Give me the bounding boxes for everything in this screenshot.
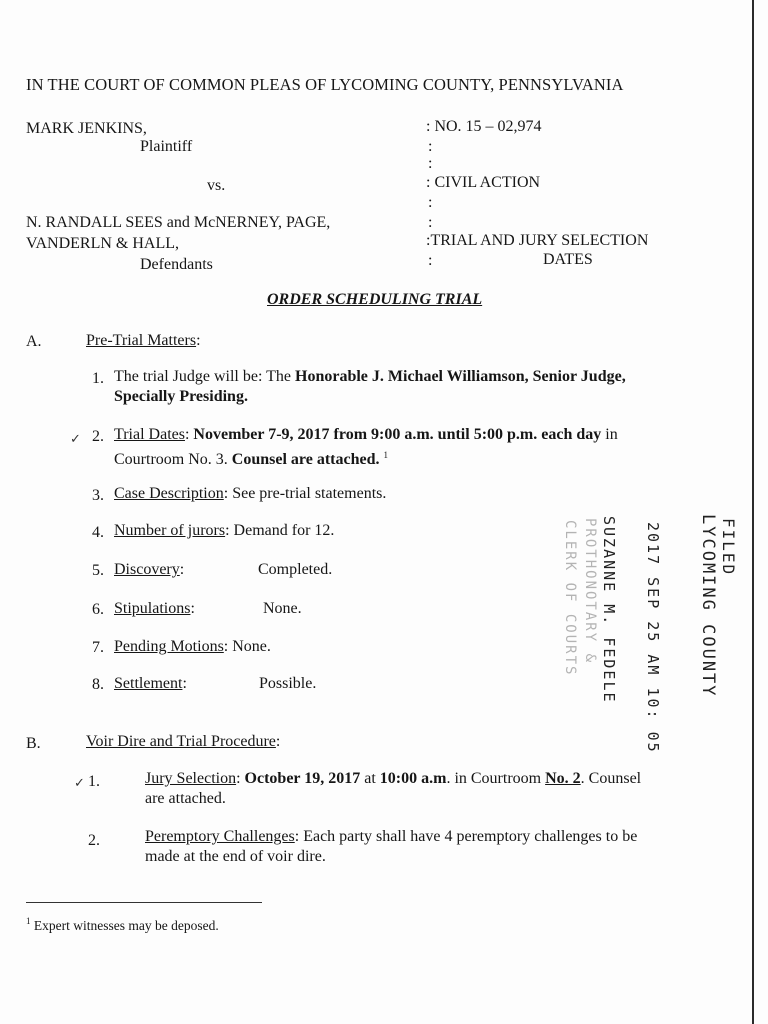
- pending-motions-line: Pending Motions: None.: [114, 638, 271, 655]
- discovery-value: Completed.: [258, 561, 333, 578]
- filed-stamp-line-6: CLERK OF COURTS: [562, 520, 578, 677]
- caption-colon: :: [428, 138, 433, 155]
- case-description-line: Case Description: See pre-trial statements.: [114, 485, 387, 502]
- order-title: ORDER SCHEDULING TRIAL: [267, 291, 483, 308]
- section-b-heading: Voir Dire and Trial Procedure:: [86, 733, 281, 750]
- versus: vs.: [207, 177, 226, 194]
- trial-dates-line-2: Courtroom No. 3. Counsel are attached. $^1$: [114, 450, 388, 468]
- peremptory-line-2: made at the end of voir dire.: [145, 848, 326, 865]
- jury-selection-line-2: are attached.: [145, 790, 226, 807]
- item-number: 1.: [88, 773, 100, 790]
- defendant-line-1: N. RANDALL SEES and McNERNEY, PAGE,: [26, 214, 331, 231]
- case-number: : NO. 15 – 02,974: [426, 118, 542, 135]
- footnote: $^1$ Expert witnesses may be deposed.: [26, 916, 219, 933]
- caption-colon: :: [428, 214, 433, 231]
- court-header: IN THE COURT OF COMMON PLEAS OF LYCOMING COUNTY, PENNSYLVANIA: [26, 75, 624, 94]
- stipulations-label: Stipulations:: [114, 600, 195, 617]
- item-number: 5.: [92, 562, 104, 579]
- item-number: 6.: [92, 601, 104, 618]
- defendant-role: Defendants: [140, 256, 213, 273]
- settlement-label: Settlement:: [114, 675, 187, 692]
- caption-colon: :: [428, 194, 433, 211]
- plaintiff-name: MARK JENKINS,: [26, 120, 147, 137]
- caption-colon: :: [428, 252, 433, 269]
- item-number: 2.: [88, 832, 100, 849]
- page-edge-line: [752, 0, 754, 1024]
- trial-dates-line: Trial Dates: November 7-9, 2017 from 9:00 a.m. until 5:00 p.m. each day in: [114, 426, 618, 443]
- section-a-heading: Pre-Trial Matters:: [86, 332, 201, 349]
- item-number: 7.: [92, 639, 104, 656]
- item-number: 3.: [92, 487, 104, 504]
- plaintiff-role: Plaintiff: [140, 138, 193, 155]
- item-number: 1.: [92, 370, 104, 387]
- filed-stamp-line-5: PROTHONOTARY &: [582, 518, 598, 665]
- filed-stamp-line-4: SUZANNE M. FEDELE: [600, 516, 618, 704]
- number-of-jurors-line: Number of jurors: Demand for 12.: [114, 522, 335, 539]
- trial-judge-line-2: Specially Presiding.: [114, 388, 248, 405]
- item-number: 2.: [92, 428, 104, 445]
- section-b-letter: B.: [26, 735, 41, 752]
- civil-action: : CIVIL ACTION: [426, 174, 541, 191]
- caption-colon: :: [428, 155, 433, 172]
- trial-dates-word: DATES: [543, 251, 593, 268]
- section-a-letter: A.: [26, 333, 42, 350]
- footnote-divider: [26, 902, 262, 903]
- defendant-line-2: VANDERLN & HALL,: [26, 235, 180, 252]
- item-number: 8.: [92, 676, 104, 693]
- item-number: 4.: [92, 524, 104, 541]
- peremptory-line: Peremptory Challenges: Each party shall have 4 peremptory challenges to be: [145, 828, 638, 845]
- trial-judge-line: The trial Judge will be: The Honorable J. Michael Williamson, Senior Judge,: [114, 368, 626, 385]
- checkmark-icon: ✓: [70, 431, 81, 446]
- jury-selection-line: Jury Selection: October 19, 2017 at 10:00 a.m. in Courtroom No. 2. Counsel: [145, 770, 642, 787]
- footnote-reference: 1: [383, 450, 388, 460]
- filed-stamp-line-1: FILED: [719, 518, 738, 577]
- filed-stamp-line-2: LYCOMING COUNTY: [698, 514, 718, 698]
- stipulations-value: None.: [263, 600, 302, 617]
- discovery-label: Discovery:: [114, 561, 185, 578]
- checkmark-icon: ✓: [74, 775, 85, 790]
- filed-stamp-line-3: 2017 SEP 25 AM 10: 05: [644, 522, 662, 754]
- settlement-value: Possible.: [259, 675, 317, 692]
- trial-jury-selection: :TRIAL AND JURY SELECTION: [426, 232, 649, 249]
